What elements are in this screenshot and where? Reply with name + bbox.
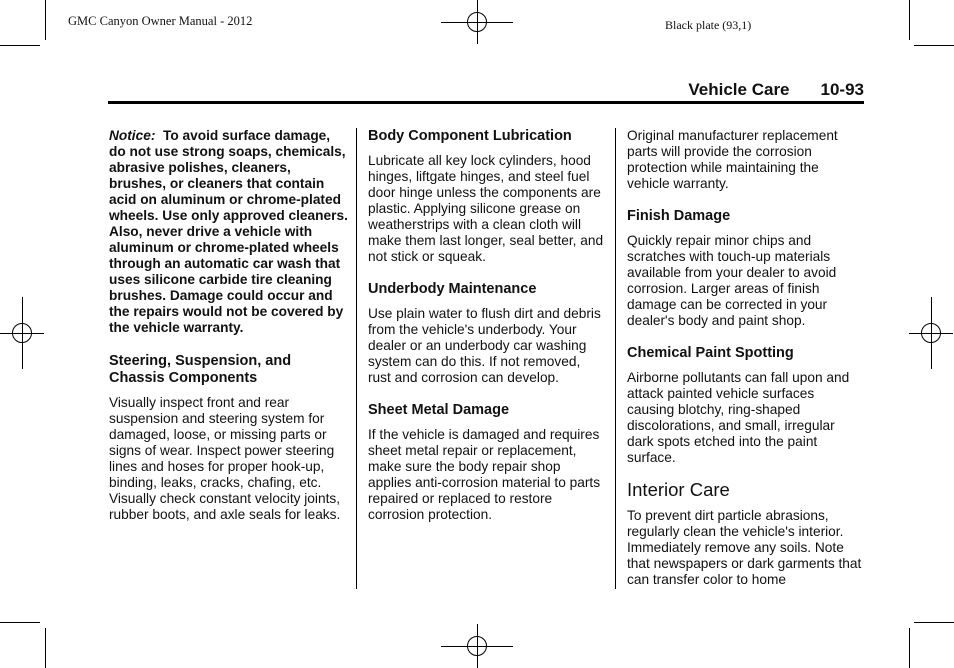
finish-damage-text: Quickly repair minor chips and scratches with touch-up materials available from your dealer to avoid corrosion. Larger areas of finish damage can be corrected in your dealer's body and paint shop. xyxy=(627,233,837,328)
section-title: Vehicle Care xyxy=(688,80,790,99)
crop-mark-tr-v xyxy=(909,0,910,40)
steering-heading: Steering, Suspension, and Chassis Components xyxy=(109,353,292,386)
running-head xyxy=(688,80,864,100)
column-2 xyxy=(368,128,606,531)
crop-mark-br-v xyxy=(909,628,910,668)
header-rule xyxy=(108,101,864,104)
underbody-text: Use plain water to flush dirt and debris from the vehicle's underbody. Your dealer or an underbody car washing system can do this. If not removed, rust and corrosion can develop. xyxy=(368,306,601,385)
column-divider-1 xyxy=(356,128,357,589)
sheet-metal-heading: Sheet Metal Damage xyxy=(368,402,510,418)
continued-text: Original manufacturer replacement parts will provide the corrosion protection while maintaining the vehicle warranty. xyxy=(627,128,838,191)
crop-mark-bl-h xyxy=(0,622,40,623)
column-1 xyxy=(109,128,349,531)
print-header-left: GMC Canyon Owner Manual - 2012 xyxy=(68,14,253,28)
interior-care-text: To prevent dirt particle abrasions, regularly clean the vehicle's interior. Immediately remove any soils. Note that newspapers or dark garments that can transfer color to home xyxy=(627,508,862,587)
chemical-spotting-text: Airborne pollutants can fall upon and attack painted vehicle surfaces causing blotchy, ring-shaped discolorations, and small, irregular dark spots etched into the paint surface. xyxy=(627,370,850,465)
crop-mark-tl-h xyxy=(0,45,40,46)
crop-mark-br-h xyxy=(914,622,954,623)
notice-text: To avoid surface damage, do not use strong soaps, chemicals, abrasive polishes, cleaners, brushes, or cleaners that contain acid on aluminum or chrome-plated wheels. Use only approved cleaners. Also, never drive a vehicle with aluminum or chrome-plated wheels through an automatic car wash that uses silicone carbide tire cleaning brushes. Damage could occur and the repairs would not be covered by the vehicle warranty. xyxy=(109,128,348,335)
chemical-spotting-heading: Chemical Paint Spotting xyxy=(627,345,794,361)
crop-mark-tr-h xyxy=(914,45,954,46)
sheet-metal-text: If the vehicle is damaged and requires sheet metal repair or replacement, make sure the body repair shop applies anti-corrosion material to parts repaired or replaced to restore corrosion protection. xyxy=(368,427,601,522)
notice-label: Notice: xyxy=(109,128,156,143)
crop-mark-tl-v xyxy=(45,0,46,40)
body-lubrication-heading: Body Component Lubrication xyxy=(368,128,572,144)
column-3 xyxy=(627,128,863,596)
underbody-heading: Underbody Maintenance xyxy=(368,281,537,297)
column-divider-2 xyxy=(615,128,616,589)
finish-damage-heading: Finish Damage xyxy=(627,208,731,224)
crop-mark-bl-v xyxy=(45,628,46,668)
interior-care-heading: Interior Care xyxy=(627,479,730,500)
notice-paragraph xyxy=(109,128,349,336)
body-lubrication-text: Lubricate all key lock cylinders, hood hinges, liftgate hinges, and steel fuel door hinge unless the components are plastic. Applying silicone grease on weatherstrips with a clean cloth will make them last longer, seal better, and not stick or squeak. xyxy=(368,153,604,264)
steering-text: Visually inspect front and rear suspension and steering system for damaged, loose, or missing parts or signs of wear. Inspect power steering lines and hoses for proper hook-up, binding, leaks, cracks, chafing, etc. Visually check constant velocity joints, rubber boots, and axle seals for leaks. xyxy=(109,395,341,522)
page-number: 10-93 xyxy=(820,80,864,99)
print-header-right: Black plate (93,1) xyxy=(665,18,752,32)
